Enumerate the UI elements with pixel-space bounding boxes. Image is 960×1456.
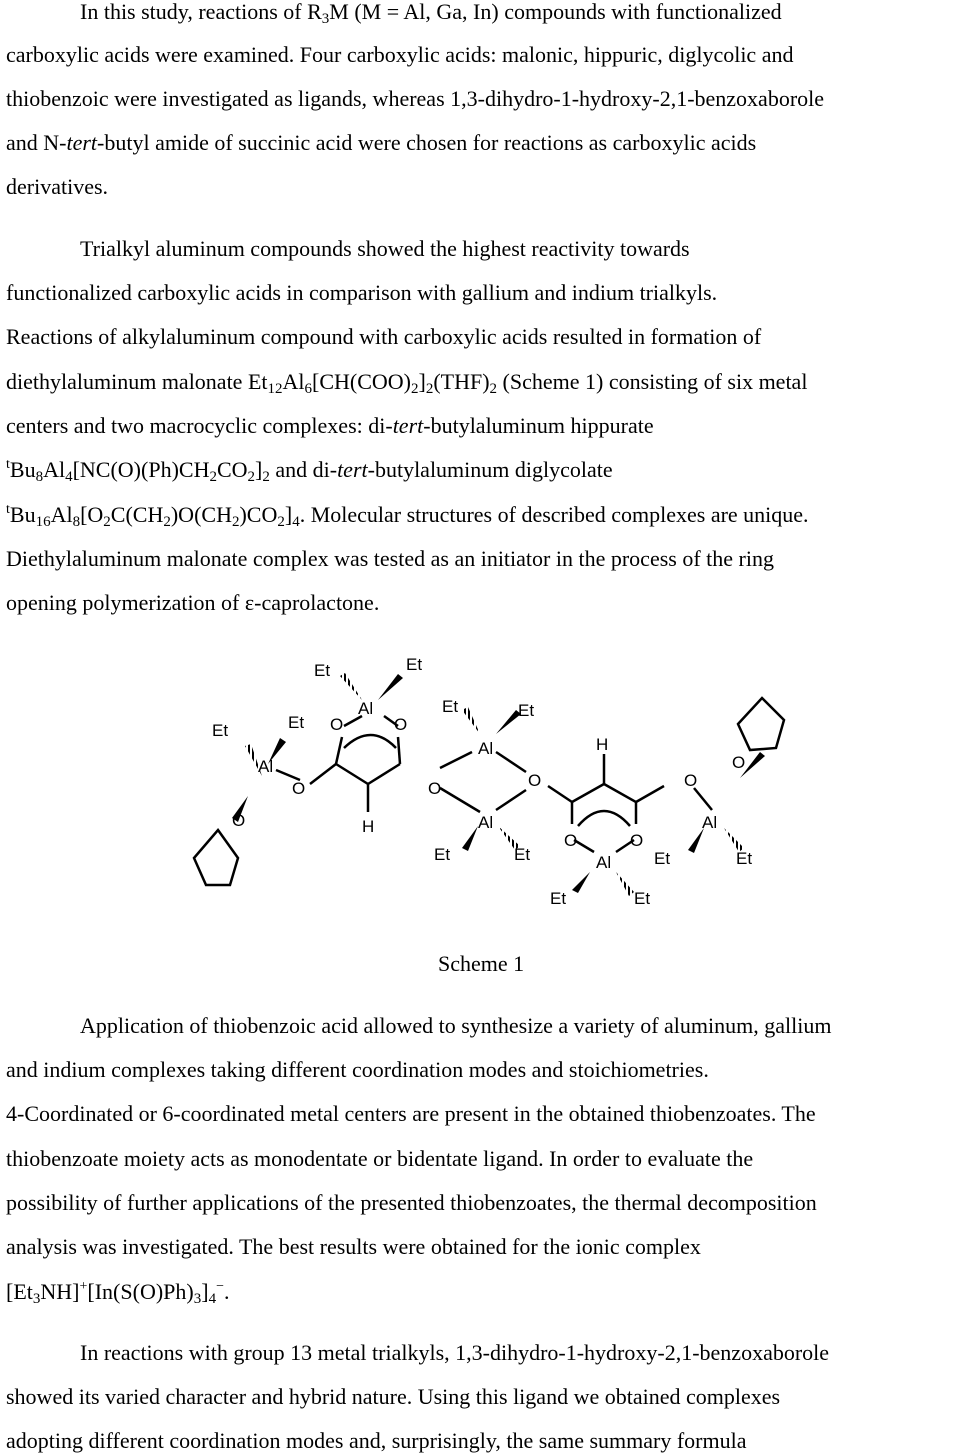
- h-label: H: [362, 817, 375, 836]
- p2-line-1: Trialkyl aluminum compounds showed the highest reactivity towards: [80, 236, 690, 261]
- p2-line-4: diethylaluminum malonate $Et_{12}Al_6[CH(COO)_2]_2(THF)_2$ (Scheme 1) consisting of six metal: [6, 369, 808, 397]
- p2-line-9: opening polymerization of ε-caprolactone.: [6, 590, 380, 615]
- et-label: Et: [314, 661, 331, 680]
- et-label: Et: [514, 845, 531, 864]
- al-label: Al: [478, 739, 494, 758]
- al-label: Al: [358, 699, 374, 718]
- et-label: Et: [654, 849, 671, 868]
- et-label: Et: [288, 713, 305, 732]
- et-label: Et: [434, 845, 451, 864]
- et-label: Et: [406, 655, 423, 674]
- et-label: Et: [518, 701, 535, 720]
- o-label: O: [528, 771, 542, 790]
- et-label: Et: [736, 849, 753, 868]
- p2-line-5: centers and two macrocyclic complexes: di-tert-butylaluminum hippurate: [6, 413, 654, 438]
- et-label: Et: [442, 697, 459, 716]
- p2-line-7: $^tBu_{16}Al_8[O_2C(CH_2)O(CH_2)CO_2]_4$. Molecular structures of described complexes are unique.: [6, 502, 809, 530]
- p3-line-3: 4-Coordinated or 6-coordinated metal centers are present in the obtained thiobenzoates. The: [6, 1101, 816, 1126]
- thf-ring-left: [194, 830, 238, 885]
- p1-line-1: In this study, reactions of $R_3M$ (M = Al, Ga, In) compounds with functionalized: [80, 0, 782, 27]
- o-label: O: [394, 715, 408, 734]
- p2-line-8: Diethylaluminum malonate complex was tested as an initiator in the process of the ring: [6, 546, 774, 571]
- et-label: Et: [634, 889, 651, 908]
- p1-line-2: carboxylic acids were examined. Four carboxylic acids: malonic, hippuric, diglycolic and: [6, 42, 794, 67]
- al-label: Al: [596, 853, 612, 872]
- et-label: Et: [212, 721, 229, 740]
- o-label: O: [564, 831, 578, 850]
- thf-ring-right: [738, 698, 784, 750]
- p2-line-6: $^tBu_8Al_4[NC(O)(Ph)CH_2CO_2]_2$ and di-tert-butylaluminum diglycolate: [6, 457, 613, 485]
- o-label: O: [330, 715, 344, 734]
- o-label: O: [630, 831, 644, 850]
- p3-line-1: Application of thiobenzoic acid allowed to synthesize a variety of aluminum, gallium: [80, 1013, 832, 1038]
- p4-line-3: adopting different coordination modes and, surprisingly, the same summary formula: [6, 1428, 747, 1453]
- p3-line-4: thiobenzoate moiety acts as monodentate or bidentate ligand. In order to evaluate the: [6, 1146, 754, 1171]
- o-label: O: [684, 771, 698, 790]
- p1-line-3: thiobenzoic were investigated as ligands, whereas 1,3-dihydro-1-hydroxy-2,1-benzoxaborole: [6, 86, 825, 111]
- p3-line-2: and indium complexes taking different coordination modes and stoichiometries.: [6, 1057, 709, 1082]
- al-label: Al: [258, 757, 274, 776]
- al-label: Al: [702, 813, 718, 832]
- p3-line-5: possibility of further applications of the presented thiobenzoates, the thermal decomposition: [6, 1190, 817, 1215]
- o-label: O: [232, 811, 246, 830]
- h-label: H: [596, 735, 609, 754]
- p2-line-3: Reactions of alkylaluminum compound with carboxylic acids resulted in formation of: [6, 324, 762, 349]
- p2-line-2: functionalized carboxylic acids in comparison with gallium and indium trialkyls.: [6, 280, 718, 305]
- o-label: O: [732, 753, 746, 772]
- p3-line-6: analysis was investigated. The best results were obtained for the ionic complex: [6, 1234, 701, 1259]
- scheme-caption: Scheme 1: [438, 951, 525, 976]
- et-label: Et: [550, 889, 567, 908]
- al-label: Al: [478, 813, 494, 832]
- p3-line-7: $[Et_3NH]^+[In(S(O)Ph)_3]_4^-$.: [6, 1279, 230, 1307]
- p4-line-2: showed its varied character and hybrid nature. Using this ligand we obtained complexes: [6, 1384, 781, 1409]
- p1-line-4: and N-tert-butyl amide of succinic acid were chosen for reactions as carboxylic acids: [6, 130, 757, 155]
- o-label: O: [292, 779, 306, 798]
- scheme-1-structure: [0, 640, 960, 930]
- p4-line-1: In reactions with group 13 metal trialkyls, 1,3-dihydro-1-hydroxy-2,1-benzoxaborole: [80, 1340, 830, 1365]
- o-label: O: [428, 779, 442, 798]
- p1-line-5: derivatives.: [6, 174, 109, 199]
